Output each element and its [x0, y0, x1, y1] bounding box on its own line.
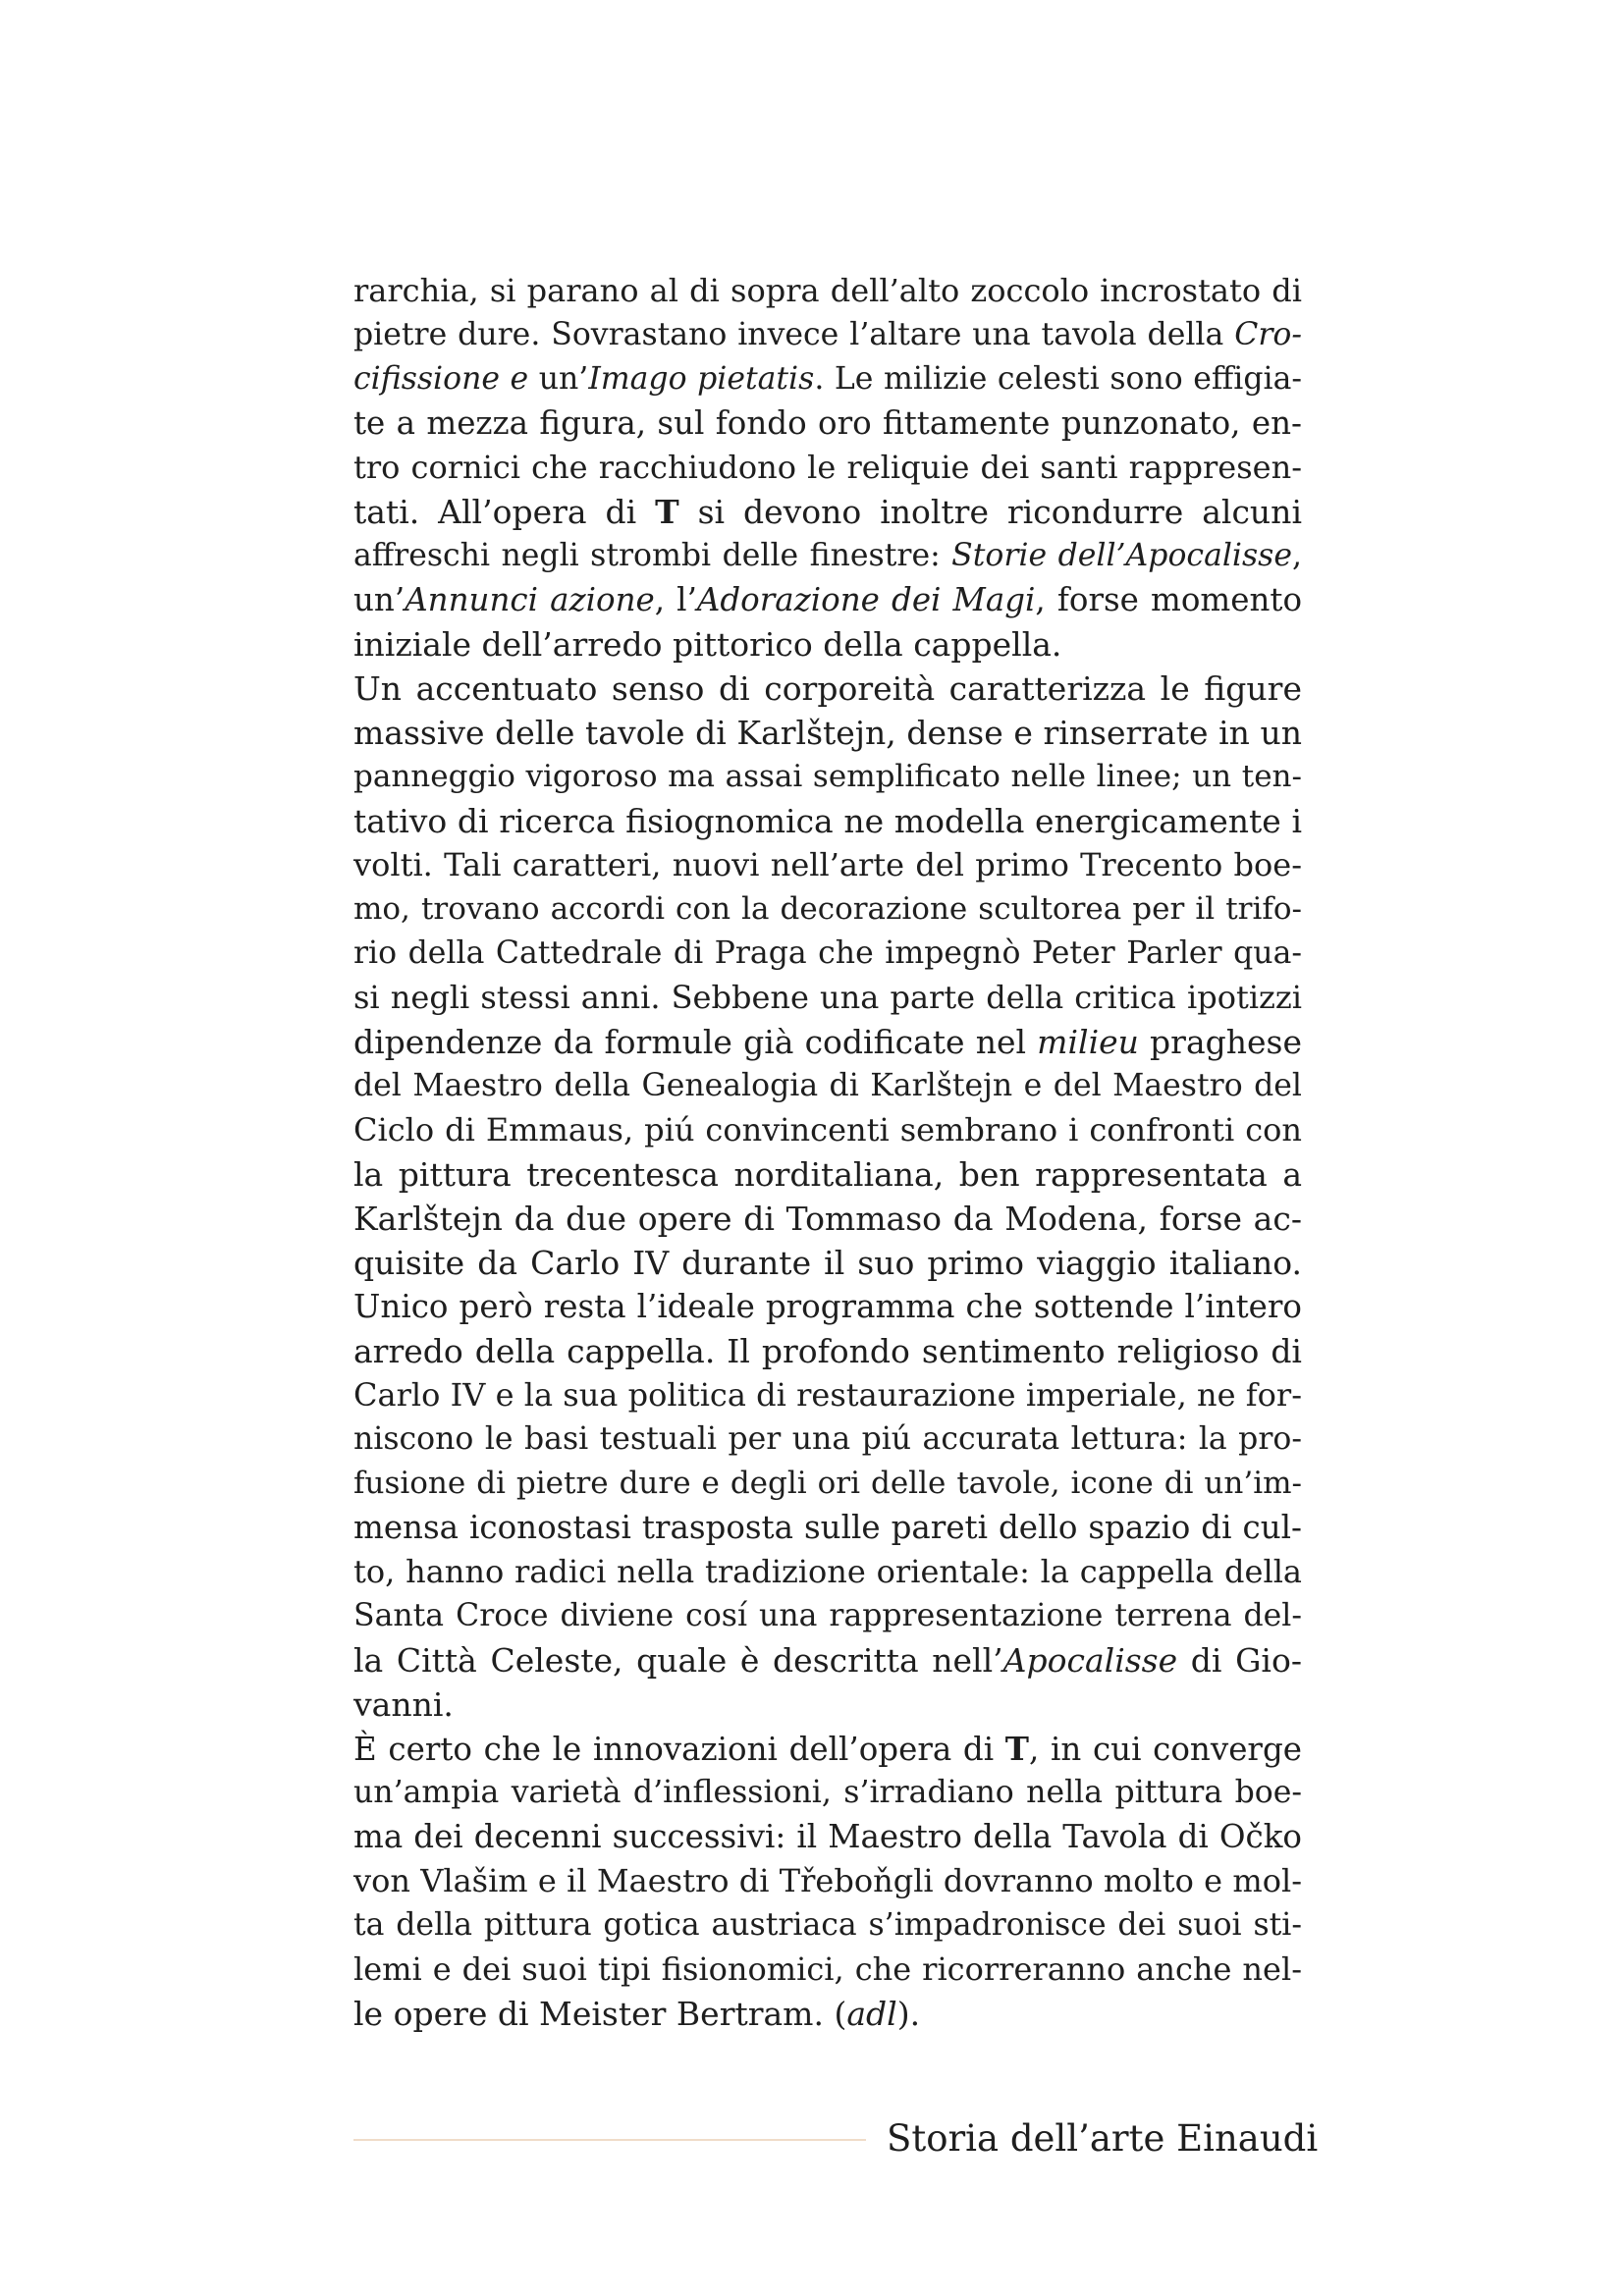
text-run: von Vlašim e il Maestro di Třeboňgli dovranno molto e mol- — [353, 1862, 1302, 1899]
text-line — [353, 1903, 1302, 1948]
text-line — [353, 799, 1302, 843]
text-line — [353, 1682, 1302, 1727]
text-line — [353, 1241, 1302, 1285]
italic-text: Annunci azione — [405, 581, 655, 618]
text-run: vanni. — [353, 1685, 454, 1724]
text-run: un’ — [528, 361, 589, 397]
text-line — [353, 622, 1302, 667]
text-line — [353, 843, 1302, 887]
text-run: , l’ — [654, 581, 697, 618]
text-run: pietre dure. Sovrastano invece l’altare una tavola della — [353, 317, 1235, 352]
text-line — [353, 711, 1302, 755]
text-line — [353, 1506, 1302, 1550]
text-run: ta della pittura gotica austriaca s’impadronisce dei suoi sti- — [353, 1907, 1302, 1943]
text-run: arredo della cappella. Il profondo sentimento religioso di — [353, 1332, 1302, 1370]
text-run: rarchia, si parano al di sopra dell’alto zoccolo incrostato di — [353, 272, 1302, 309]
text-run: quisite da Carlo IV durante il suo primo viaggio italiano. — [353, 1244, 1302, 1282]
text-run: rio della Cattedrale di Praga che impegnò Peter Parler qua- — [353, 935, 1302, 971]
text-run: Ciclo di Emmaus, piú convincenti sembrano i confronti con — [353, 1111, 1302, 1148]
text-run: lemi e dei suoi tipi fisionomici, che ricorreranno anche nel- — [353, 1950, 1302, 1988]
text-run: Karlštejn da due opere di Tommaso da Modena, forse ac- — [353, 1200, 1302, 1238]
text-line — [353, 1108, 1302, 1152]
text-run: tro cornici che racchiudono le reliquie dei santi rappresen- — [353, 449, 1302, 486]
bold-text: T — [1004, 1730, 1029, 1768]
text-line — [353, 1948, 1302, 1992]
bold-text: T — [655, 493, 679, 531]
text-line — [353, 755, 1302, 799]
text-line — [353, 887, 1302, 932]
text-run: Un accentuato senso di corporeità caratterizza le figure — [353, 669, 1302, 708]
text-line — [353, 1771, 1302, 1815]
text-line — [353, 1020, 1302, 1064]
text-run: volti. Tali caratteri, nuovi nell’arte del primo Trecento boe- — [353, 846, 1302, 883]
text-run: tati. All’opera di — [353, 493, 656, 531]
text-run: un’ampia varietà d’inflessioni, s’irradiano nella pittura boe- — [353, 1775, 1302, 1810]
text-line — [353, 490, 1302, 534]
text-line — [353, 1462, 1302, 1506]
text-run: fusione di pietre dure e degli ori delle tavole, icone di un’im- — [353, 1466, 1302, 1501]
text-line — [353, 1992, 1302, 2036]
italic-text: Adorazione dei Magi — [696, 581, 1036, 618]
text-line — [353, 313, 1302, 357]
text-run: niscono le basi testuali per una piú accurata lettura: la pro- — [353, 1421, 1302, 1457]
footer-title: Storia dell’arte Einaudi — [887, 2117, 1319, 2160]
text-run: te a mezza figura, sul fondo oro fittamente punzonato, en- — [353, 404, 1302, 442]
text-run: affreschi negli strombi delle finestre: — [353, 538, 952, 573]
text-line — [353, 1859, 1302, 1903]
text-run: le opere di Meister Bertram. ( — [353, 1995, 847, 2033]
text-run: mensa iconostasi trasposta sulle pareti dello spazio di cul- — [353, 1509, 1302, 1546]
text-run: si negli stessi anni. Sebbene una parte della critica ipotizzi — [353, 979, 1302, 1016]
text-run: la pittura trecentesca norditaliana, ben rappresentata a — [353, 1155, 1302, 1194]
text-line — [353, 1064, 1302, 1108]
text-line — [353, 1417, 1302, 1462]
text-line — [353, 1285, 1302, 1329]
text-run: . Le milizie celesti sono effigia- — [814, 361, 1302, 397]
italic-text: adl — [846, 1995, 897, 2033]
text-run: Santa Croce diviene cosí una rappresentazione terrena del- — [353, 1598, 1302, 1633]
text-run: un’ — [353, 581, 406, 618]
italic-text: Imago pietatis — [588, 361, 815, 397]
text-run: massive delle tavole di Karlštejn, dense e rinserrate in un — [353, 714, 1302, 752]
text-run: tativo di ricerca fisiognomica ne modella energicamente i — [353, 802, 1302, 840]
text-run: ma dei decenni successivi: il Maestro della Tavola di Očko — [353, 1818, 1302, 1855]
text-run: iniziale dell’arredo pittorico della cappella. — [353, 625, 1062, 664]
footer-rule — [353, 2139, 866, 2141]
text-run: di Gio- — [1177, 1641, 1303, 1680]
text-line — [353, 976, 1302, 1020]
text-line — [353, 1815, 1302, 1859]
text-line — [353, 1197, 1302, 1241]
italic-text: milieu — [1037, 1023, 1139, 1061]
text-run: to, hanno radici nella tradizione orientale: la cappella della — [353, 1553, 1302, 1590]
text-run: Carlo IV e la sua politica di restaurazione imperiale, ne for- — [353, 1376, 1302, 1414]
text-run: , forse momento — [1035, 581, 1303, 618]
text-run: ). — [896, 1995, 921, 2033]
text-run: dipendenze da formule già codificate nel — [353, 1023, 1038, 1061]
text-line — [353, 446, 1302, 490]
text-line — [353, 1329, 1302, 1373]
text-line — [353, 932, 1302, 976]
text-line — [353, 534, 1302, 578]
text-run: , — [1291, 538, 1302, 573]
text-run: , in cui converge — [1028, 1731, 1302, 1768]
italic-text: Storie dell’Apocalisse — [951, 538, 1292, 573]
text-run: la Città Celeste, quale è descritta nell’ — [353, 1641, 1003, 1680]
text-line — [353, 578, 1302, 622]
body-text — [353, 269, 1302, 2036]
text-run: mo, trovano accordi con la decorazione scultorea per il trifo- — [353, 891, 1302, 927]
text-line — [353, 1727, 1302, 1771]
text-run: È certo che le innovazioni dell’opera di — [353, 1731, 1005, 1768]
text-line — [353, 667, 1302, 711]
text-run: Unico però resta l’ideale programma che sottende l’intero — [353, 1288, 1302, 1325]
italic-text: Apocalisse — [1002, 1641, 1178, 1680]
text-line — [353, 357, 1302, 401]
text-run: panneggio vigoroso ma assai semplificato nelle linee; un ten- — [353, 759, 1302, 794]
text-run: praghese — [1138, 1023, 1302, 1061]
text-line — [353, 269, 1302, 313]
text-run: del Maestro della Genealogia di Karlštejn e del Maestro del — [353, 1068, 1302, 1103]
text-line — [353, 1594, 1302, 1638]
text-line — [353, 1373, 1302, 1417]
text-line — [353, 401, 1302, 446]
text-line — [353, 1152, 1302, 1197]
italic-text: Cro- — [1234, 317, 1302, 352]
text-line — [353, 1638, 1302, 1682]
text-line — [353, 1550, 1302, 1594]
text-run: si devono inoltre ricondurre alcuni — [678, 493, 1302, 531]
italic-text: cifissione e — [353, 361, 529, 397]
